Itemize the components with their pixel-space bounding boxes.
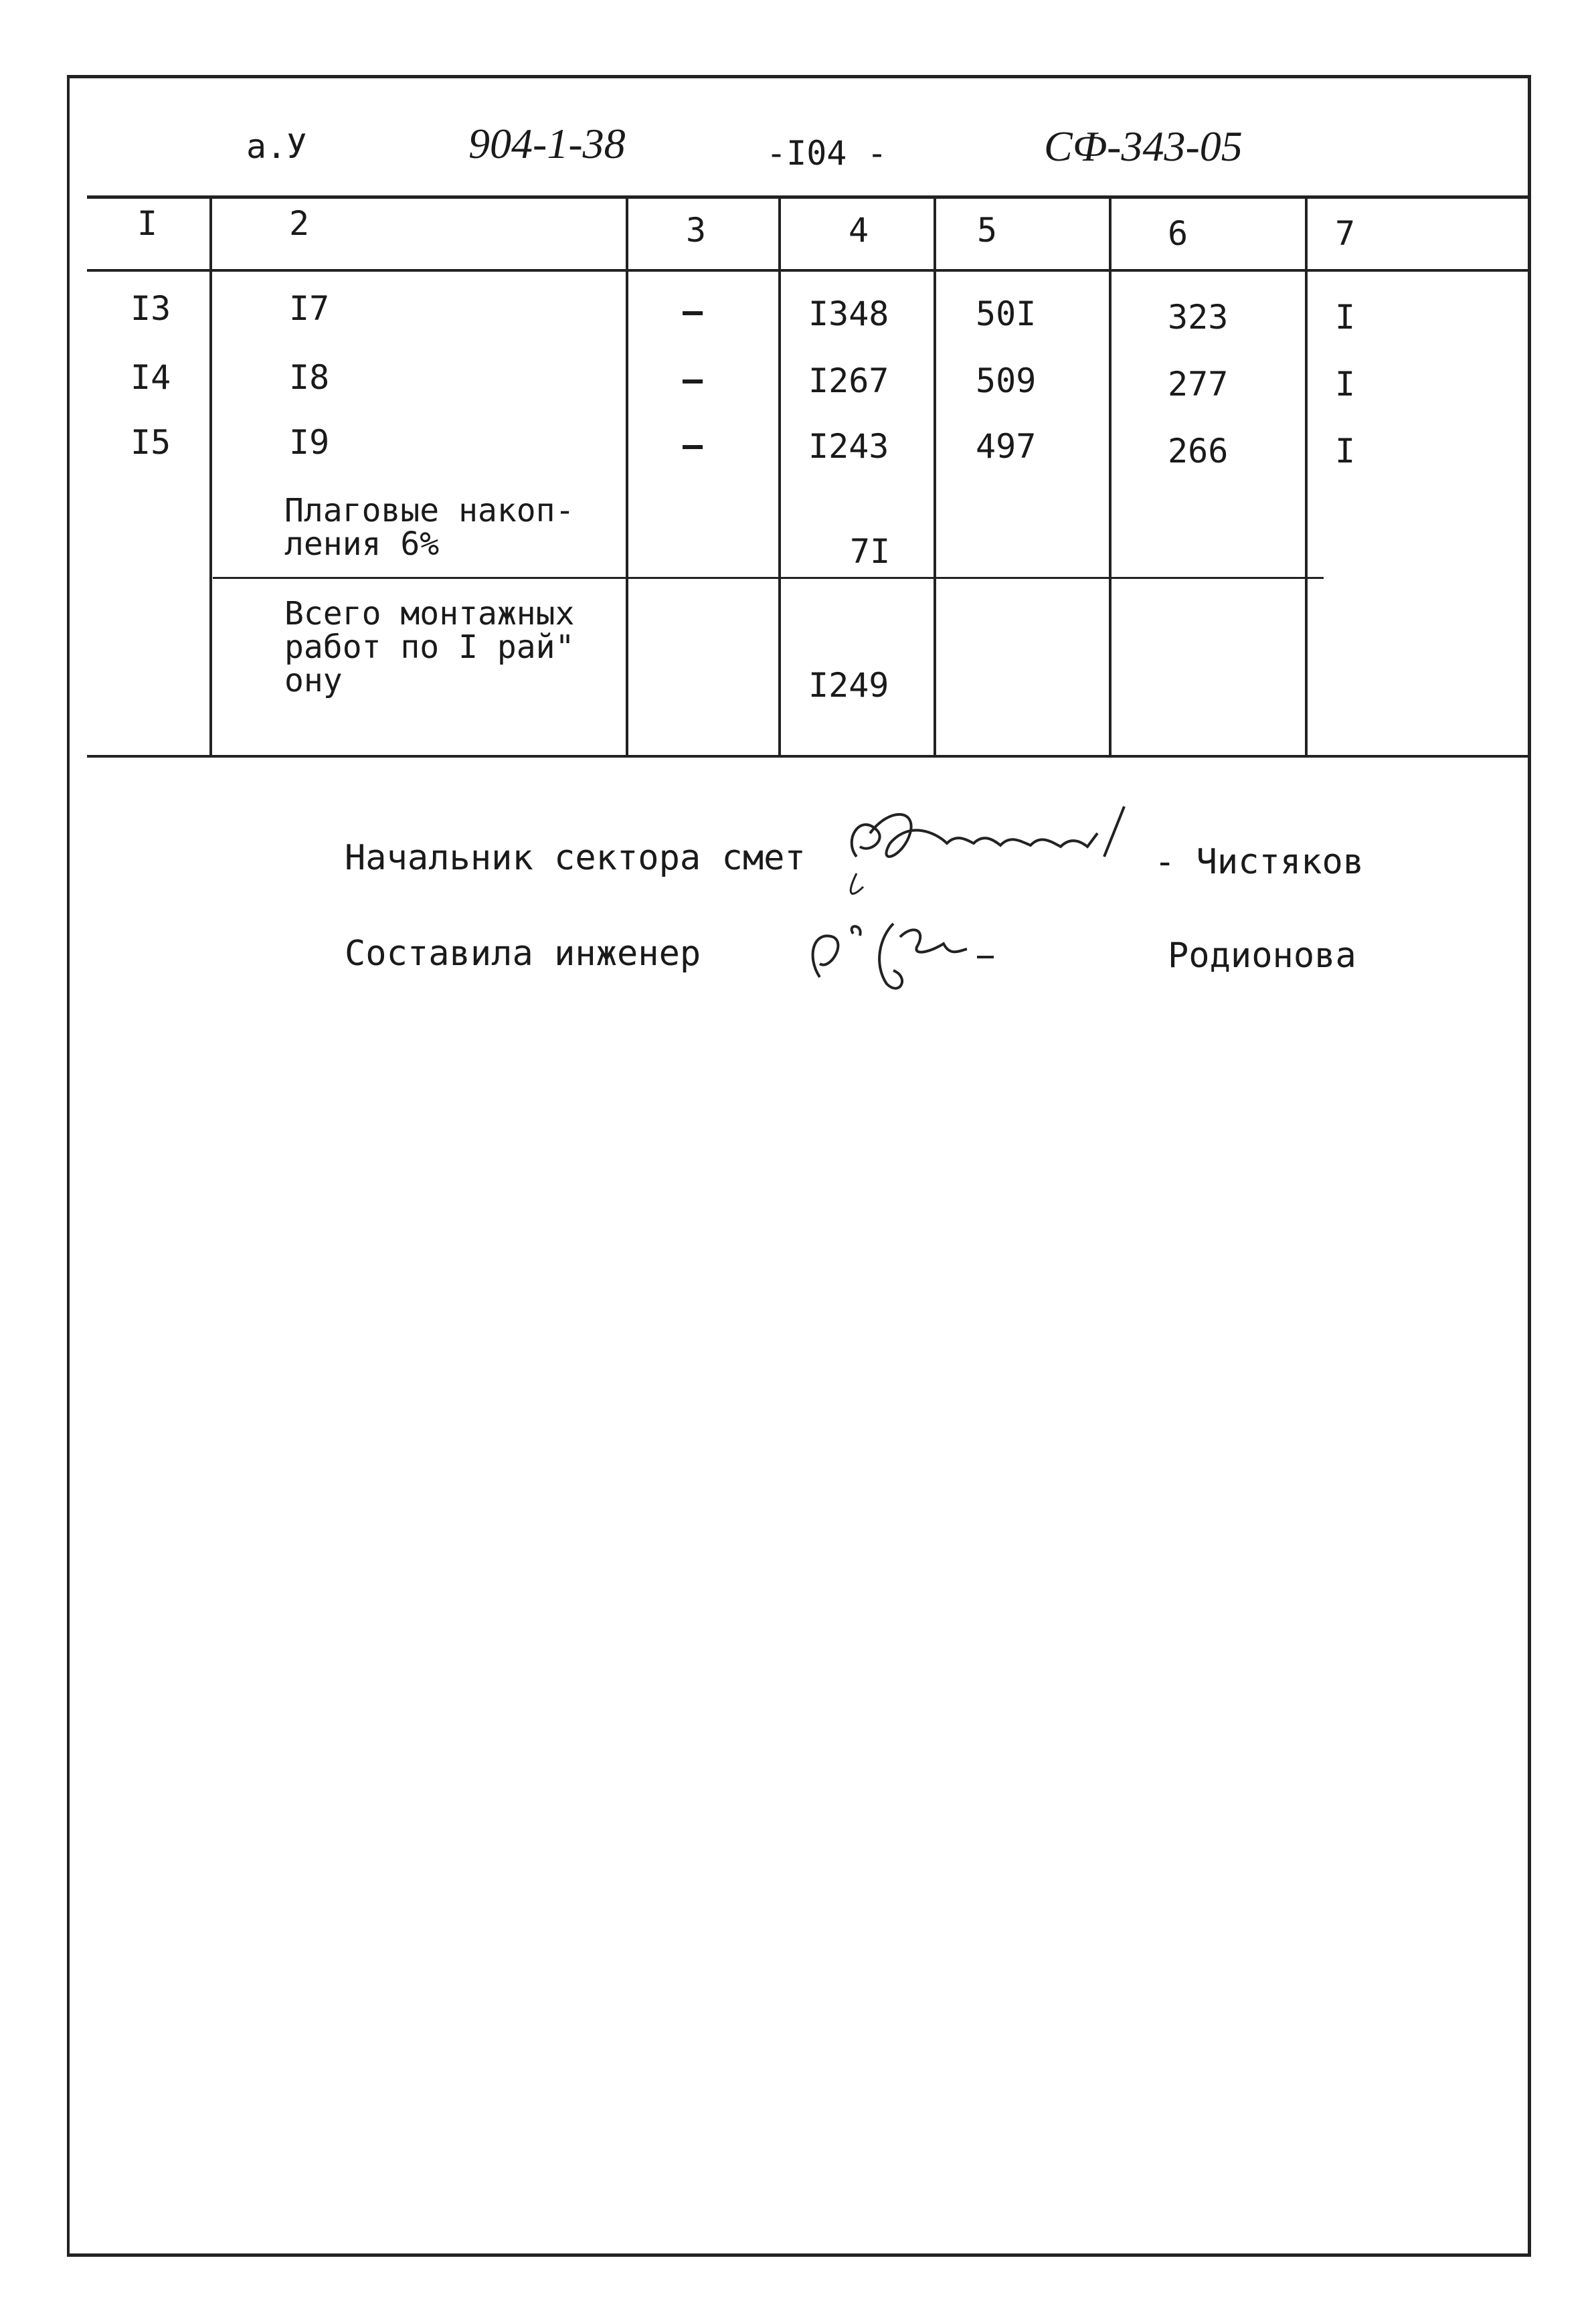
table-cell: I [1335,365,1356,404]
header-bottom-rule [87,269,1529,272]
col-header-5: 5 [977,211,998,250]
col-divider-4 [934,195,936,756]
planned-accumulation-value: 7I [850,532,891,571]
table-cell: I267 [808,361,889,400]
doc-prefix: а.У [246,127,307,166]
head-signature [830,793,1151,893]
subtotal-rule [213,577,1324,579]
project-code: 904-1-38 [468,120,626,167]
table-cell: I348 [808,294,889,333]
table-top-rule [87,195,1529,199]
page-number: -I04 - [766,134,887,173]
table-cell: I9 [289,423,330,462]
col-header-4: 4 [849,211,869,250]
table-cell: 509 [976,361,1037,400]
table-cell: 277 [1168,365,1229,404]
col-divider-5 [1109,195,1112,756]
table-cell: I3 [130,289,171,328]
engineer-signature [800,897,1041,1004]
total-label: Всего монтажных работ по I рай" ону [284,595,575,699]
table-cell: I243 [808,427,889,466]
col-header-7: 7 [1335,214,1356,253]
total-value: I249 [808,666,889,705]
table-cell: I8 [289,358,330,397]
table-cell: 266 [1168,432,1229,471]
sheet-code: СФ-343-05 [1044,122,1243,170]
col-header-6: 6 [1168,214,1188,253]
table-cell: I5 [130,423,171,462]
head-title: Начальник сектора смет [345,838,806,878]
table-cell: I [1335,298,1356,337]
col-divider-2 [626,195,628,756]
planned-accumulation-label: Плаговые накоп- ления 6% [284,492,575,563]
col-header-1: I [137,204,158,243]
table-cell: 323 [1168,298,1229,337]
document-frame [67,75,1531,2257]
table-cell: I7 [289,289,330,328]
table-bottom-rule [87,755,1529,758]
table-cell: – [683,292,703,331]
col-header-3: 3 [686,211,707,250]
table-cell: 497 [976,427,1037,466]
table-cell: 50I [976,294,1037,333]
engineer-title: Составила инженер [345,934,701,974]
col-divider-6 [1305,195,1308,756]
col-divider-3 [778,195,781,756]
table-cell: I [1335,432,1356,471]
table-cell: I4 [130,358,171,397]
table-cell: – [683,426,703,464]
engineer-name: Родионова [1168,936,1356,976]
table-cell: – [683,360,703,399]
head-name: - Чистяков [1154,842,1364,882]
col-divider-1 [209,195,212,756]
col-header-2: 2 [289,204,310,243]
